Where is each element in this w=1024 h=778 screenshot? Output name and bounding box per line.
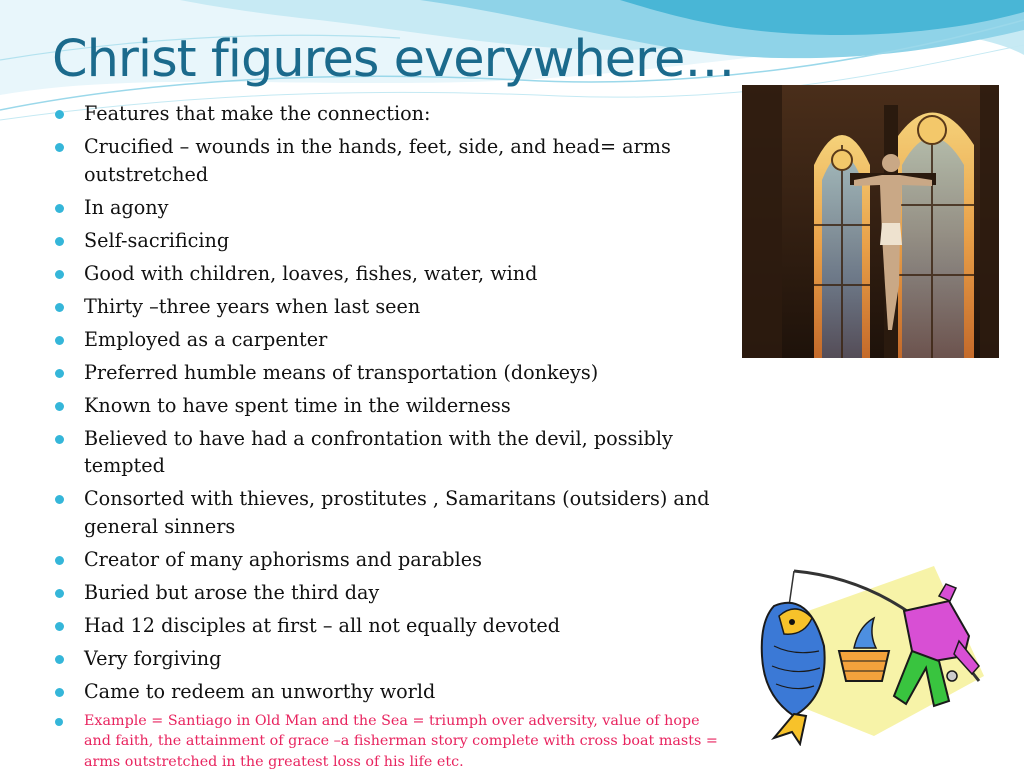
bullet-item <box>54 425 724 480</box>
bullet-text: Employed as a carpenter <box>84 327 328 351</box>
bullet-item <box>54 133 724 188</box>
bullet-dot-icon <box>55 270 64 279</box>
stained-glass-crucifix-photo <box>742 85 999 358</box>
bullet-item <box>54 612 724 640</box>
bullet-list <box>54 100 724 778</box>
slide-title: Christ figures everywhere… <box>52 30 735 89</box>
bullet-dot-icon <box>55 718 63 726</box>
bullet-item <box>54 100 724 128</box>
bullet-text: Very forgiving <box>84 646 222 670</box>
bullet-dot-icon <box>55 622 64 631</box>
bullet-dot-icon <box>55 589 64 598</box>
bullet-dot-icon <box>55 110 64 119</box>
bullet-text: Came to redeem an unworthy world <box>84 679 436 703</box>
bullet-item <box>54 194 724 222</box>
bullet-item <box>54 359 724 387</box>
bullet-item <box>54 392 724 420</box>
bullet-text: Self-sacrificing <box>84 228 230 252</box>
bullet-text: In agony <box>84 195 169 219</box>
bullet-text: Thirty –three years when last seen <box>84 294 421 318</box>
bullet-item <box>54 645 724 673</box>
bullet-item <box>54 678 724 706</box>
bullet-dot-icon <box>55 435 64 444</box>
bullet-dot-icon <box>55 143 64 152</box>
bullet-item <box>54 546 724 574</box>
bullet-dot-icon <box>55 303 64 312</box>
bullet-dot-icon <box>55 688 64 697</box>
bullet-item <box>54 579 724 607</box>
bullet-text: Had 12 disciples at first – all not equally devoted <box>84 613 561 637</box>
bullet-dot-icon <box>55 237 64 246</box>
bullet-item <box>54 260 724 288</box>
bullet-dot-icon <box>55 369 64 378</box>
bullet-dot-icon <box>55 495 64 504</box>
bullet-text: Features that make the connection: <box>84 102 431 125</box>
bullet-item <box>54 485 724 540</box>
bullet-item <box>54 326 724 354</box>
bullet-dot-icon <box>55 655 64 664</box>
bullet-text: Buried but arose the third day <box>84 580 380 604</box>
bullet-dot-icon <box>55 204 64 213</box>
bullet-item <box>54 227 724 255</box>
bullet-text: Consorted with thieves, prostitutes , Samaritans (outsiders) and general sinners <box>84 487 710 538</box>
fisherman-with-fish-clipart <box>734 556 990 746</box>
bullet-text: Known to have spent time in the wilderness <box>84 393 511 417</box>
example-bullet <box>54 711 724 773</box>
bullet-dot-icon <box>55 336 64 345</box>
bullet-text: Preferred humble means of transportation (donkeys) <box>84 360 599 384</box>
bullet-text: Good with children, loaves, fishes, water, wind <box>84 261 538 285</box>
bullet-text: Crucified – wounds in the hands, feet, side, and head= arms outstretched <box>84 135 671 186</box>
bullet-item <box>54 293 724 321</box>
bullet-dot-icon <box>55 556 64 565</box>
bullet-text: Believed to have had a confrontation with the devil, possibly tempted <box>84 426 673 477</box>
example-text: Example = Santiago in Old Man and the Sea = triumph over adversity, value of hope and faith, the attainment of grace –a fisherman story complete with cross boat masts = arms outstretched in the greatest loss of his life etc. <box>84 712 718 770</box>
bullet-dot-icon <box>55 402 64 411</box>
bullet-text: Creator of many aphorisms and parables <box>84 547 482 571</box>
